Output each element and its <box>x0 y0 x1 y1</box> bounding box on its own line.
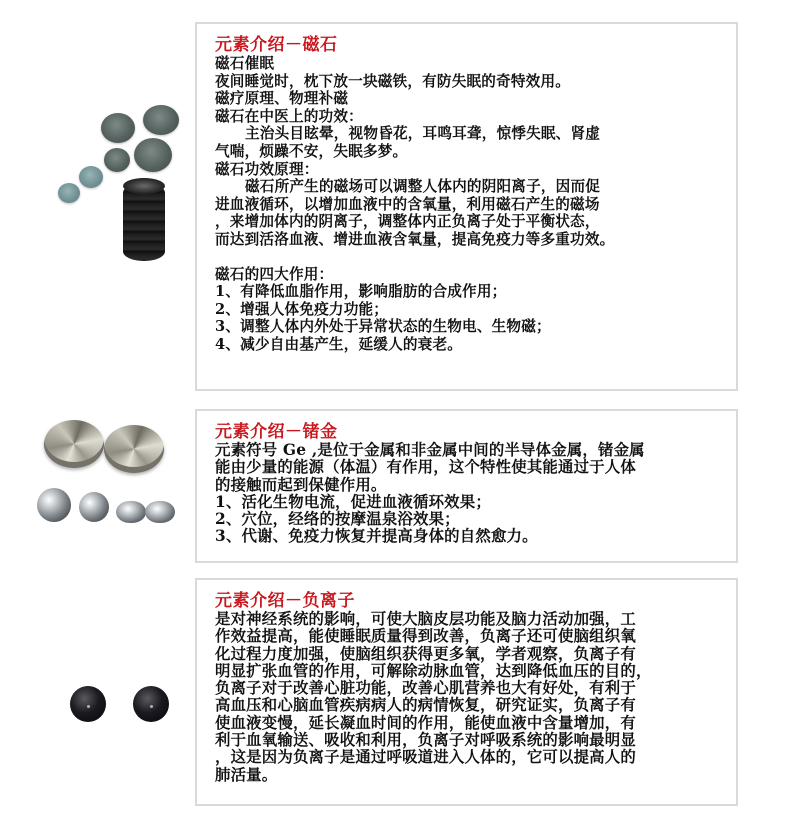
magnet-stack-top <box>123 178 165 194</box>
negative-ion-bead <box>133 686 169 722</box>
magnet-disc <box>143 105 179 135</box>
text-line: 化过程力度加强，使脑组织获得更多氧，学者观察，负离子有 <box>215 644 636 663</box>
list-item: 3、代谢、免疫力恢复并提高身体的自然愈力。 <box>215 527 538 546</box>
magnet-disc <box>104 148 130 172</box>
text-line: 磁疗原理、物理补磁 <box>215 90 349 108</box>
negative-ion-bead <box>70 686 106 722</box>
germanium-ball <box>79 492 109 522</box>
list-item: 2、穴位，经络的按摩温泉浴效果； <box>215 510 460 529</box>
negative-ion-beads-image <box>0 640 195 760</box>
list-item: 3、调整人体内外处于异常状态的生物电、生物磁； <box>215 318 551 336</box>
text-line: 气喘，烦躁不安，失眠多梦。 <box>215 142 408 160</box>
text-line: 主治头目眩晕，视物昏花，耳鸣耳聋，惊悸失眠、肾虚 <box>245 125 601 143</box>
section-title: 元素介绍－磁石 <box>215 35 338 55</box>
text-line: 作效益提高，能使睡眠质量得到改善，负离子还可使脑组织氧 <box>215 627 636 646</box>
germanium-dome <box>116 501 146 523</box>
list-item: 1、有降低血脂作用，影响脂肪的合成作用； <box>215 283 507 301</box>
list-item: 1、活化生物电流，促进血液循环效果； <box>215 492 491 511</box>
magnet-disc <box>58 183 80 203</box>
section-title: 元素介绍－负离子 <box>215 591 355 611</box>
list-item: 2、增强人体免疫力功能； <box>215 300 389 318</box>
germanium-studs-image <box>0 400 195 570</box>
text-line: 利于血氧输送、吸收和利用，负离子对呼吸系统的影响最明显 <box>215 731 636 750</box>
magnet-stones-image <box>0 0 195 400</box>
text-line: 元素符号 Ge ,是位于金属和非金属中间的半导体金属，锗金属 <box>215 441 645 459</box>
text-line: 磁石催眠 <box>215 55 275 72</box>
text-line: 磁石在中医上的功效： <box>215 107 363 125</box>
text-line: 是对神经系统的影响，可使大脑皮层功能及脑力活动加强，工 <box>215 610 636 628</box>
text-line: 能由少量的能源（体温）有作用，这个特性使其能通过于人体 <box>215 458 636 477</box>
magnet-disc <box>79 166 103 188</box>
list-item: 4、减少自由基产生，延缓人的衰老。 <box>215 335 463 353</box>
text-line: 夜间睡觉时，枕下放一块磁铁，有防失眠的奇特效用。 <box>215 72 571 90</box>
magnet-disc <box>101 113 135 143</box>
germanium-cone <box>44 420 104 468</box>
magnet-disc <box>134 138 172 172</box>
spacer <box>215 249 736 266</box>
text-line: 负离子对于改善心脏功能，改善心肌营养也大有好处，有利于 <box>215 679 636 698</box>
germanium-cone <box>104 425 164 473</box>
text-line: ，来增加体内的阴离子，调整体内正负离子处于平衡状态， <box>215 213 600 231</box>
magnet-stack <box>123 183 165 261</box>
section-title: 元素介绍－锗金 <box>215 422 338 442</box>
text-line: 磁石所产生的磁场可以调整人体内的阴阳离子，因而促 <box>245 178 601 196</box>
text-line: 肺活量。 <box>215 765 278 784</box>
text-line: ，这是因为负离子是通过呼吸道进入人体的，它可以提高人的 <box>215 748 636 767</box>
text-line: 进血液循环，以增加血液中的含氧量，利用磁石产生的磁场 <box>215 195 600 213</box>
text-line: 明显扩张血管的作用，可解除动脉血管，达到降低血压的目的， <box>215 661 652 680</box>
text-line: 磁石的四大作用： <box>215 265 334 283</box>
germanium-ball <box>37 488 71 522</box>
section-germanium <box>195 409 738 563</box>
text-line: 高血压和心脑血管疾病病人的病情恢复，研究证实，负离子有 <box>215 696 636 715</box>
text-line: 的接触而起到保健作用。 <box>215 475 387 494</box>
text-line: 而达到活洛血液、增进血液含氧量，提高免疫力等多重功效。 <box>215 230 615 248</box>
section-negative-ion <box>195 578 738 806</box>
text-line: 磁石功效原理： <box>215 160 319 178</box>
germanium-dome <box>145 501 175 523</box>
section-magnet <box>195 22 738 391</box>
text-line: 使血液变慢，延长凝血时间的作用，能使血液中含量增加，有 <box>215 713 636 732</box>
